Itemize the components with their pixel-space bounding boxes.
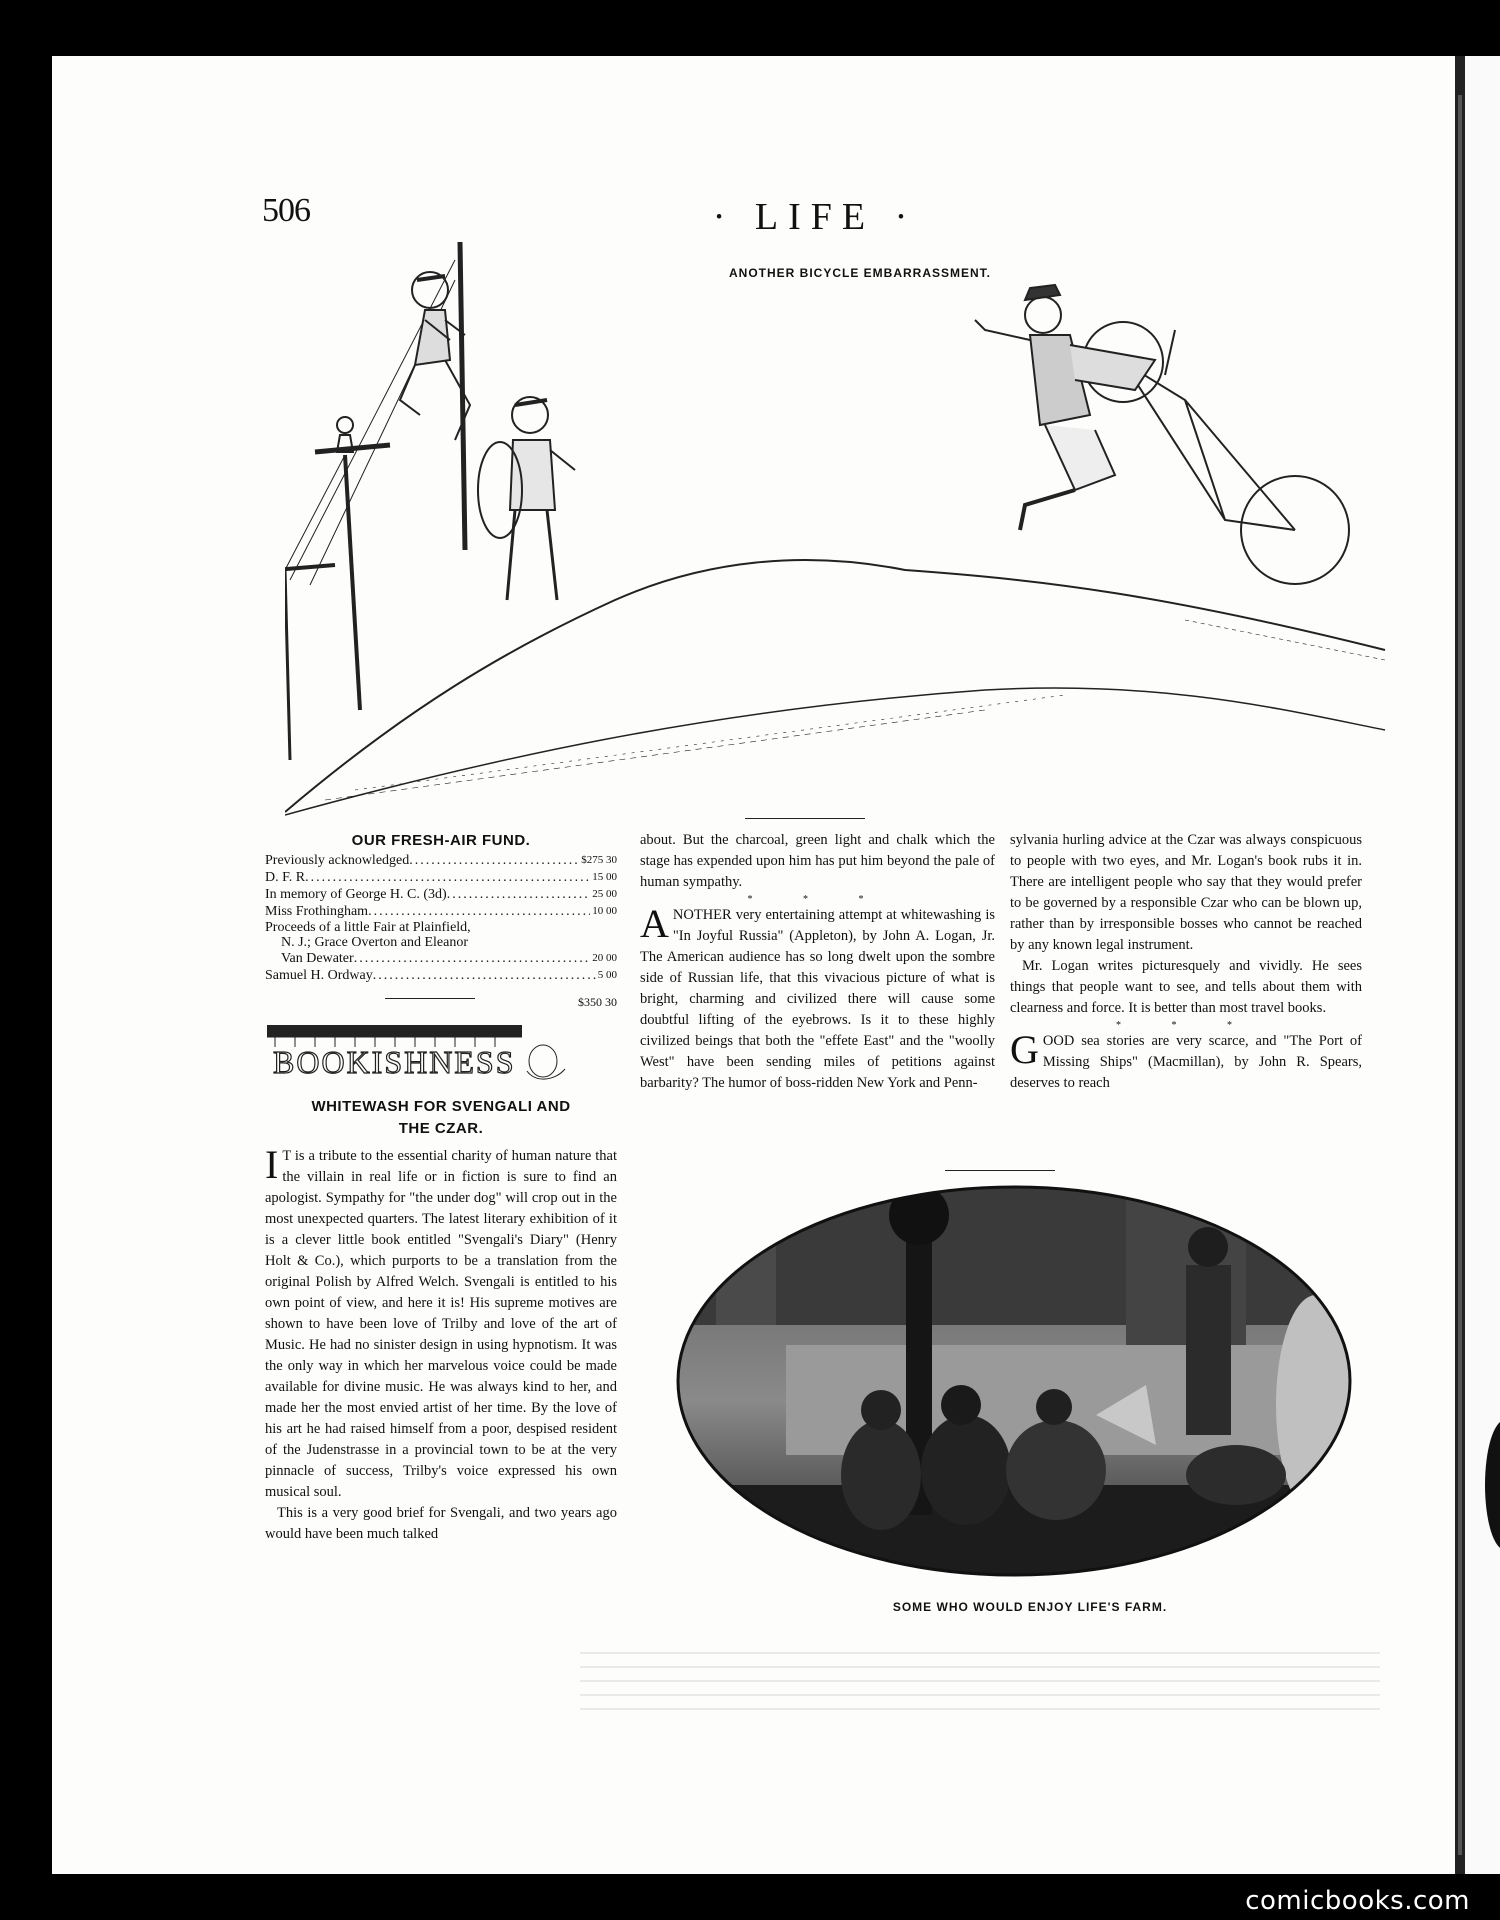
article-text: OOD sea stories are very scarce, and "The Port of Missing Ships" (Macmillan), by John R. Spears, deserves to reach [1010, 1033, 1362, 1091]
column-1 [265, 830, 617, 1545]
drop-cap: G [1010, 1027, 1039, 1072]
fund-multi-line-row [265, 920, 617, 950]
fund-label: Miss Frothingham [265, 904, 369, 919]
fund-amount: $275 30 [581, 854, 617, 866]
fund-amount: 10 00 [592, 905, 617, 917]
article-paragraph: sylvania hurling advice at the Czar was always conspicuous to people with two eyes, and Mr. Logan's book rubs it in. There are intelligent people who say that they would prefer to be governed by a responsible Czar who can be blown up, rather than by irresponsible bosses who cannot be reached by any known legal instrument. [1010, 832, 1362, 953]
fund-row [265, 852, 617, 869]
fund-label: Previously acknowledged [265, 853, 410, 868]
section-stars: * * * [1116, 1020, 1256, 1031]
fund-label: In memory of George H. C. (3d) [265, 887, 447, 902]
bookishness-banner [265, 1021, 620, 1085]
article-text: T is a tribute to the essential charity of human nature that the villain in real life or in fiction is sure to find an apologist. Sympathy for "the under dog" will crop out in the most unexpected quarters. The latest literary exhibition of it is a clever little book entitled "Svengali's Diary" (Henry Holt & Co.), which purports to be a translation from the original Polish by Alfred Welch. Svengali is entitled to his own point of view, and here it is! His supreme motives are shown to have been love of Trilby and love of the art of Music. He had no sinister design in using hypnotism. It was the only way in which her marvelous voice could be made available for divine music. He was always kind to her, and made her the most envied artist of her time. By the love of his art he had raised himself from a poor, despised resident of the Judenstrasse in a provincial town to be at the very pinnacle of success, Trilby's voice expressed his own musical soul. [265, 1148, 617, 1500]
facing-page-edge [1465, 56, 1500, 1874]
banner-text: BOOKISHNESS [273, 1044, 516, 1080]
fund-row [265, 869, 617, 886]
site-watermark: comicbooks.com [1245, 1886, 1470, 1916]
article-paragraph: This is a very good brief for Svengali, and two years ago would have been much talked [265, 1505, 617, 1542]
fund-label: D. F. R [265, 870, 306, 885]
article-heading-line: WHITEWASH FOR SVENGALI AND [311, 1098, 571, 1115]
photo-caption: SOME WHO WOULD ENJOY LIFE'S FARM. [892, 1600, 1168, 1614]
column-2 [640, 830, 995, 1094]
fund-label: Van Dewater [281, 951, 354, 966]
drop-cap: I [265, 1142, 279, 1187]
drop-cap: A [640, 901, 669, 946]
section-stars: * * * [747, 894, 888, 905]
article-text: NOTHER very entertaining attempt at whitewashing is "In Joyful Russia" (Appleton), by John A. Logan, Jr. The American audience has so long dwelt upon the sombre side of Russian life, that this vivacious picture of what is bright, charming and civilized there will cause some doubtful lifting of the eyebrows. Is it to these highly civilized beings that both the "effete East" and the "woolly West" have been sending miles of petitions against barbarity? The humor of boss-ridden New York and Penn- [640, 907, 995, 1091]
cartoon-rule [745, 818, 865, 819]
fund-total: $350 30 [578, 995, 617, 1009]
photo-rule [945, 1170, 1055, 1171]
fund-amount: 5 00 [597, 969, 617, 981]
fund-row [265, 967, 617, 984]
fund-amount: 15 00 [592, 871, 617, 883]
gutter-shadow [1458, 95, 1462, 1855]
cartoon-illustration [285, 240, 1395, 820]
article-paragraph [640, 901, 995, 1094]
fund-row [265, 903, 617, 920]
fund-label-line: Proceeds of a little Fair at Plainfield, [265, 920, 471, 935]
fund-label: Samuel H. Ordway [265, 968, 373, 983]
fund-rule [385, 998, 475, 999]
masthead: · LIFE · [712, 196, 918, 238]
article-paragraph [1010, 1027, 1362, 1094]
column-3 [1010, 830, 1362, 1094]
show-through-text [580, 1640, 1380, 1710]
fund-row [265, 886, 617, 903]
fund-row [265, 950, 617, 967]
cartoon-caption: ANOTHER BICYCLE EMBARRASSMENT. [728, 266, 991, 280]
fund-amount: 20 00 [592, 952, 617, 964]
article-paragraph [265, 1142, 617, 1503]
oval-photograph [676, 1185, 1352, 1577]
fund-title: OUR FRESH-AIR FUND. [351, 832, 531, 849]
article-heading [265, 1096, 617, 1140]
fund-label-line: N. J.; Grace Overton and Eleanor [281, 935, 468, 950]
article-paragraph: about. But the charcoal, green light and chalk which the stage has expended upon him has put him beyond the pale of human sympathy. [640, 832, 995, 890]
article-heading-line: THE CZAR. [398, 1120, 484, 1137]
article-paragraph: Mr. Logan writes picturesquely and vividly. He sees things that people want to see, and tells about them with clearness and force. It is better than most travel books. [1010, 958, 1362, 1016]
page-number: 506 [262, 192, 310, 229]
fund-amount: 25 00 [592, 888, 617, 900]
